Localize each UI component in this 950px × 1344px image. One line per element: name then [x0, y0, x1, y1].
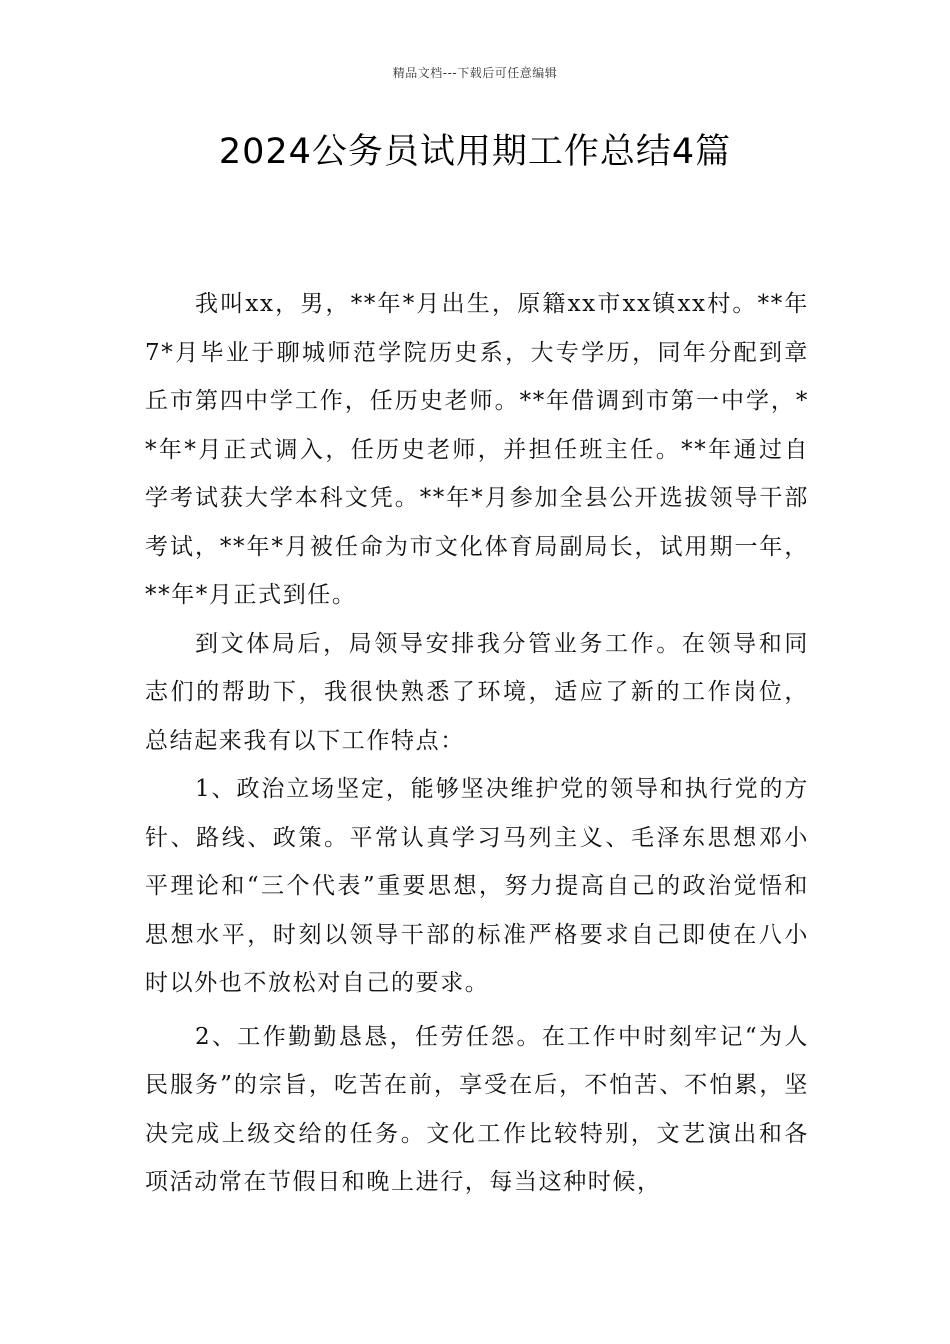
paragraph-2: 到文体局后，局领导安排我分管业务工作。在领导和同志们的帮助下，我很快熟悉了环境，适应了新的工作岗位，总结起来我有以下工作特点： — [145, 630, 809, 754]
paragraph-4: 2、工作勤勤恳恳，任劳任怨。在工作中时刻牢记“为人民服务”的宗旨，吃苦在前，享受在后，不怕苦、不怕累，坚决完成上级交给的任务。文化工作比较特别，文艺演出和各项活动常在节假日和晚上进行，每当这种时候， — [145, 1023, 809, 1195]
document-body — [145, 280, 809, 1207]
document-title: 2024公务员试用期工作总结4篇 — [218, 132, 732, 172]
paragraph-3: 1、政治立场坚定，能够坚决维护党的领导和执行党的方针、路线、政策。平常认真学习马列主义、毛泽东思想邓小平理论和“三个代表”重要思想，努力提高自己的政治觉悟和思想水平，时刻以领导干部的标准严格要求自己即使在八小时以外也不放松对自己的要求。 — [145, 776, 809, 996]
paragraph-1: 我叫xx，男，**年*月出生，原籍xx市xx镇xx村。**年7*月毕业于聊城师范学院历史系，大专学历，同年分配到章丘市第四中学工作，任历史老师。**年借调到市第一中学，**年*月正式调入，任历史老师，并担任班主任。**年通过自学考试获大学本科文凭。**年*月参加全县公开选拔领导干部考试，**年*月被任命为市文化体育局副局长，试用期一年，**年*月正式到任。 — [145, 291, 809, 608]
header-note: 精品文档---下载后可任意编辑 — [392, 66, 558, 80]
